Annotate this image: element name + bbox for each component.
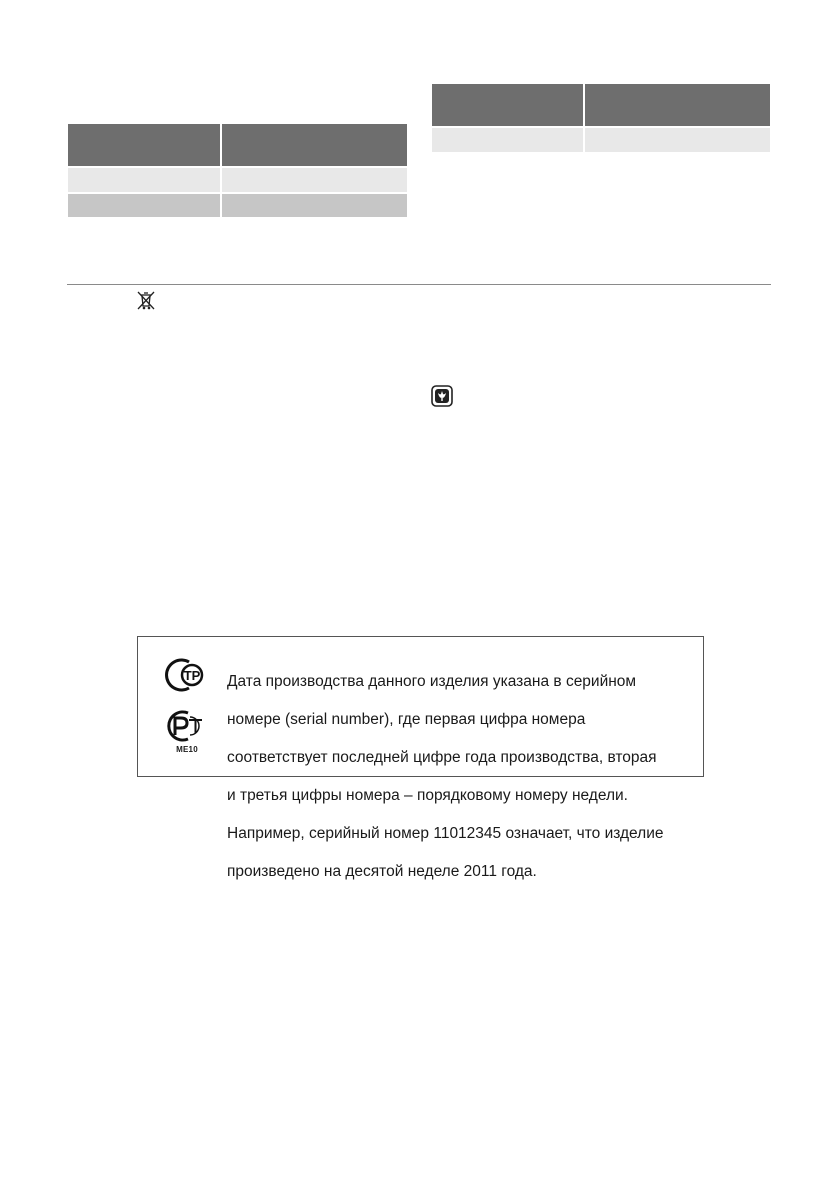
table-cell xyxy=(584,127,770,152)
table-cell xyxy=(221,193,407,217)
table-header-cell xyxy=(68,124,221,167)
notice-line: соответствует последней цифре года производства, вторая xyxy=(227,749,657,766)
manufacture-date-notice xyxy=(137,636,704,880)
table-cell xyxy=(432,127,584,152)
spec-table-right xyxy=(432,84,770,152)
certification-code: ME10 xyxy=(176,745,198,754)
table-header-cell xyxy=(221,124,407,167)
notice-line: Дата производства данного изделия указана в серийном xyxy=(227,673,637,690)
svg-text:ТР: ТР xyxy=(183,668,201,683)
table-row xyxy=(432,127,770,152)
eac-tr-mark-icon xyxy=(162,655,212,695)
table-cell xyxy=(221,167,407,193)
table-header-row xyxy=(68,124,407,167)
table-row xyxy=(68,167,407,193)
notice-line: и третья цифры номера – порядковому номеру недели. xyxy=(227,787,628,804)
table-cell xyxy=(68,193,221,217)
notice-text xyxy=(227,653,697,900)
table-cell xyxy=(68,167,221,193)
table-header-cell xyxy=(584,84,770,127)
table-header-cell xyxy=(432,84,584,127)
spec-table-left xyxy=(68,124,407,217)
notice-line: номере (serial number), где первая цифра номера xyxy=(227,711,586,728)
weee-bin-icon xyxy=(135,290,157,312)
environment-flower-icon xyxy=(431,385,453,407)
notice-line: Например, серийный номер 11012345 означает, что изделие xyxy=(227,825,664,842)
table-header-row xyxy=(432,84,770,127)
pct-certification-mark-icon xyxy=(162,707,210,745)
notice-line: произведено на десятой неделе 2011 года. xyxy=(227,863,537,880)
table-row xyxy=(68,193,407,217)
section-divider xyxy=(67,284,771,285)
